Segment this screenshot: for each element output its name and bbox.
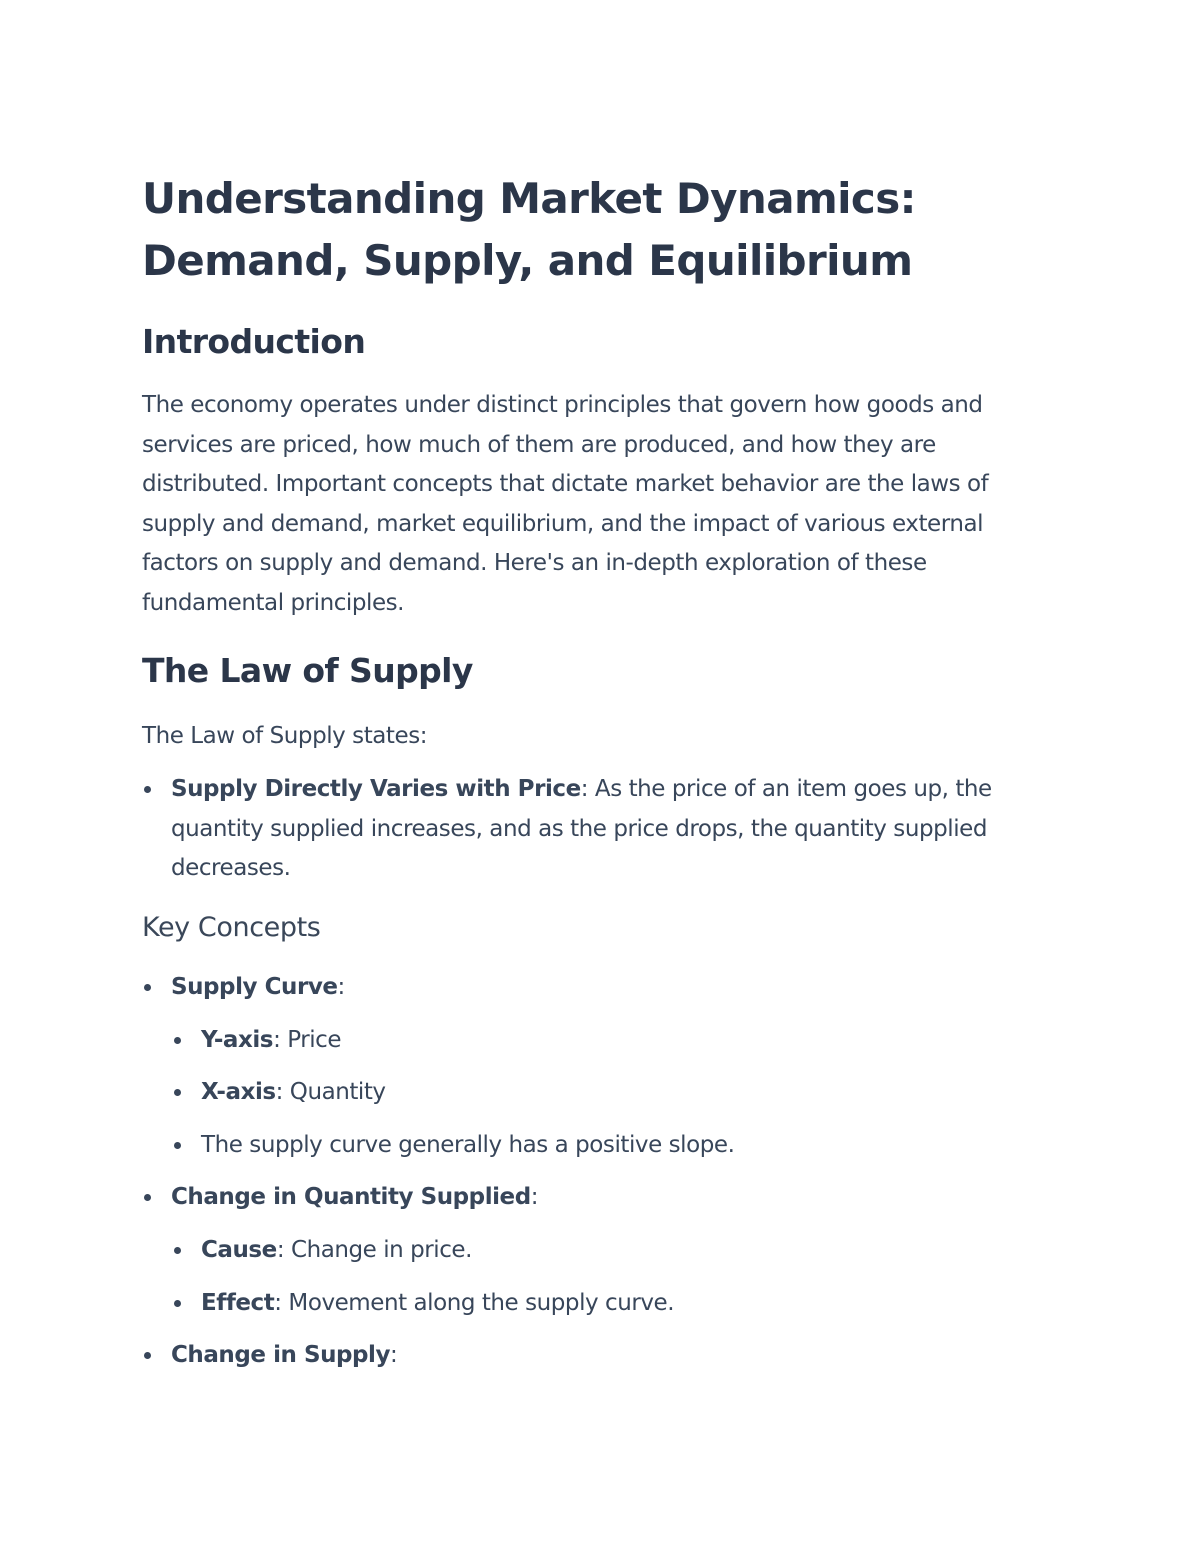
key-concepts-heading: Key Concepts (142, 911, 321, 943)
law-of-supply-list (142, 770, 1062, 889)
list-item-change-in-supply (142, 1336, 1062, 1376)
list-item-change-in-quantity-supplied (142, 1178, 1062, 1218)
bullet-text: : Price (273, 1026, 342, 1053)
bullet-term: Effect (201, 1289, 275, 1316)
bullet-term: Supply Directly Varies with Price (171, 776, 581, 803)
bullet-icon (174, 1247, 181, 1254)
bullet-term: Change in Quantity Supplied (171, 1184, 531, 1211)
bullet-term: Cause (201, 1236, 277, 1263)
bullet-icon (174, 1089, 181, 1096)
bullet-text: The supply curve generally has a positive slope. (201, 1131, 735, 1158)
bullet-text: As the price of an item goes up, the quantity supplied increases, and as the price drops, the quantity supplied decreases. (171, 776, 992, 882)
bullet-icon (144, 786, 151, 793)
bullet-icon (174, 1300, 181, 1307)
bullet-icon (174, 1142, 181, 1149)
list-item-slope (142, 1126, 1062, 1166)
list-item (142, 770, 1062, 889)
bullet-text: : Quantity (275, 1079, 386, 1106)
document-page (142, 168, 1062, 1376)
title-line-1: Understanding Market Dynamics: (142, 174, 916, 223)
bullet-separator: : (337, 973, 345, 1000)
law-of-supply-intro: The Law of Supply states: (142, 722, 428, 749)
key-concepts-list (142, 968, 1062, 1376)
bullet-term: Supply Curve (171, 973, 338, 1000)
introduction-paragraph: The economy operates under distinct principles that govern how goods and services are priced, how much of them are produced, and how they are distributed. Important concepts that dictate market behavior are the laws of supply and demand, market equilibrium, and the impact of various external factors on supply and demand. Here's an in-depth exploration of these fundamental principles. (142, 392, 989, 616)
bullet-icon (144, 1352, 151, 1359)
document-title (142, 168, 1062, 292)
list-item-cause (142, 1231, 1062, 1271)
introduction-heading: Introduction (142, 322, 366, 361)
bullet-separator: : (530, 1184, 539, 1211)
list-item-x-axis (142, 1073, 1062, 1113)
title-line-2: Demand, Supply, and Equilibrium (142, 236, 913, 285)
bullet-icon (144, 984, 151, 991)
law-of-supply-heading: The Law of Supply (142, 650, 473, 690)
bullet-separator: : (390, 1342, 398, 1369)
bullet-text: : Movement along the supply curve. (274, 1289, 675, 1316)
list-item-supply-curve (142, 968, 1062, 1008)
list-item-y-axis (142, 1021, 1062, 1061)
bullet-term: Change in Supply (171, 1342, 391, 1369)
list-item-effect (142, 1284, 1062, 1324)
bullet-icon (174, 1037, 181, 1044)
bullet-term: X-axis (201, 1079, 276, 1106)
bullet-term: Y-axis (201, 1026, 274, 1053)
bullet-icon (144, 1194, 151, 1201)
bullet-separator: : (580, 776, 589, 803)
bullet-text: : Change in price. (276, 1236, 472, 1263)
